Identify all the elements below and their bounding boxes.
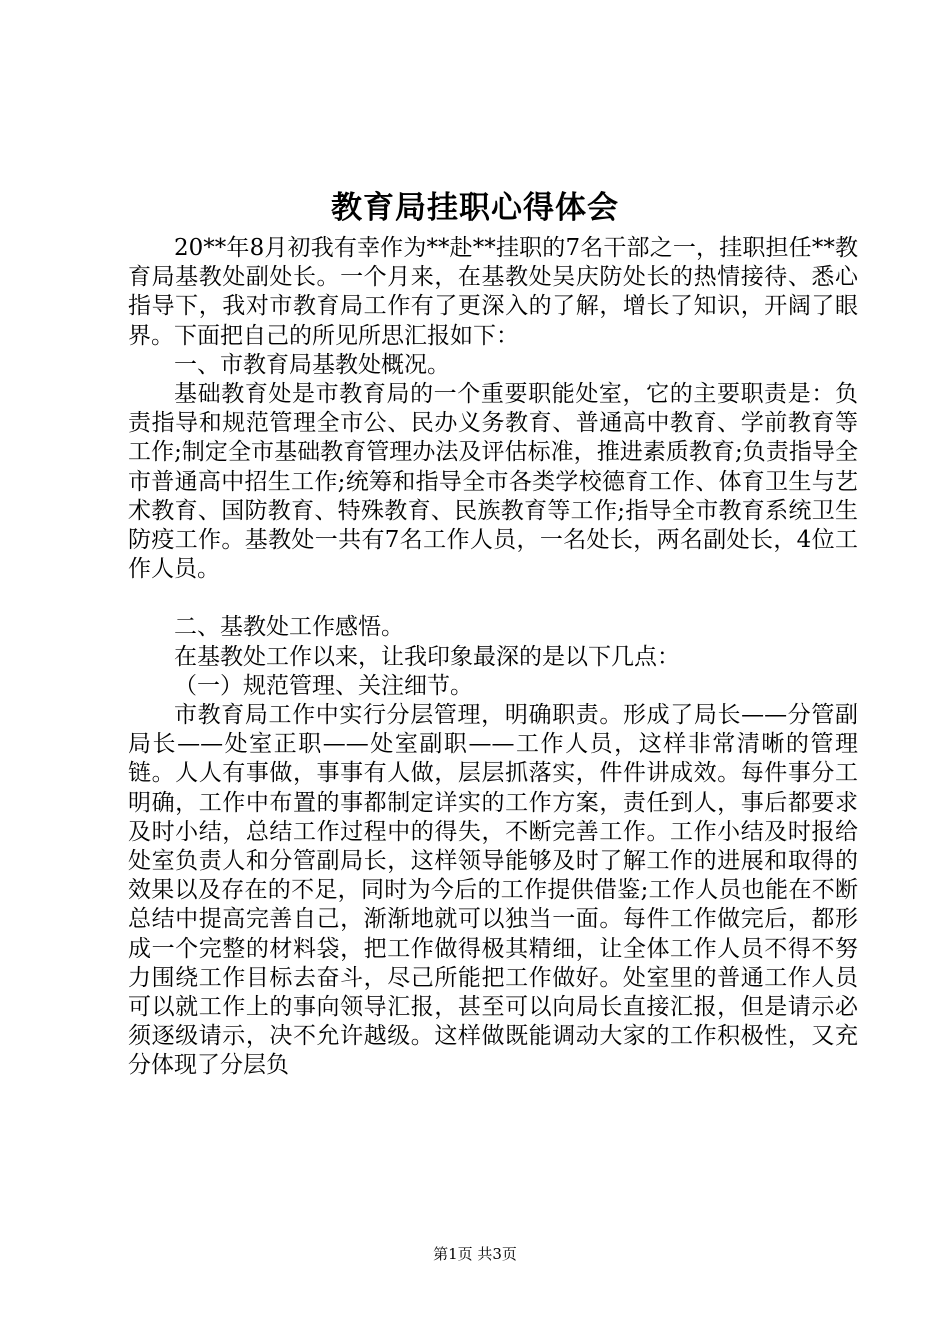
section-heading-2: 二、基教处工作感悟。 xyxy=(174,614,404,641)
section-heading-1: 一、市教育局基教处概况。 xyxy=(174,351,450,378)
document-title: 教育局挂职心得体会 xyxy=(331,190,619,226)
subsection-heading-1: （一）规范管理、关注细节。 xyxy=(174,672,473,699)
paragraph-intro: 20**年8月初我有幸作为**赴**挂职的7名干部之一，挂职担任**教育局基教处副处长。一个月来，在基教处吴庆防处长的热情接待、悉心指导下，我对市教育局工作有了更深入的了解，增长了知识，开阔了眼界。下面把自己的所见所思汇报如下： xyxy=(128,235,858,349)
paragraph-lead: 在基教处工作以来，让我印象最深的是以下几点： xyxy=(174,643,680,670)
paragraph-management: 市教育局工作中实行分层管理，明确职责。形成了局长——分管副局长——处室正职——处室副职——工作人员，这样非常清晰的管理链。人人有事做，事事有人做，层层抓落实，件件讲成效。每件事分工明确，工作中布置的事都制定详实的工作方案，责任到人，事后都要求及时小结，总结工作过程中的得失，不断完善工作。工作小结及时报给处室负责人和分管副局长，这样领导能够及时了解工作的进展和取得的效果以及存在的不足，同时为今后的工作提供借鉴;工作人员也能在不断总结中提高完善自己，渐渐地就可以独当一面。每件工作做完后，都形成一个完整的材料袋，把工作做得极其精细，让全体工作人员不得不努力围绕工作目标去奋斗，尽己所能把工作做好。处室里的普通工作人员可以就工作上的事向领导汇报，甚至可以向局长直接汇报，但是请示必须逐级请示，决不允许越级。这样做既能调动大家的工作积极性，又充分体现了分层负 xyxy=(128,702,858,1079)
document-body xyxy=(128,234,858,1081)
paragraph-overview: 基础教育处是市教育局的一个重要职能处室，它的主要职责是：负责指导和规范管理全市公、民办义务教育、普通高中教育、学前教育等工作;制定全市基础教育管理办法及评估标准，推进素质教育;负责指导全市普通高中招生工作;统筹和指导全市各类学校德育工作、体育卫生与艺术教育、国防教育、特殊教育、民族教育等工作;指导全市教育系统卫生防疫工作。基教处一共有7名工作人员，一名处长，两名副处长，4位工作人员。 xyxy=(128,381,858,583)
paragraph-spacer xyxy=(128,584,858,613)
page-footer: 第1页 共3页 xyxy=(433,1245,517,1263)
